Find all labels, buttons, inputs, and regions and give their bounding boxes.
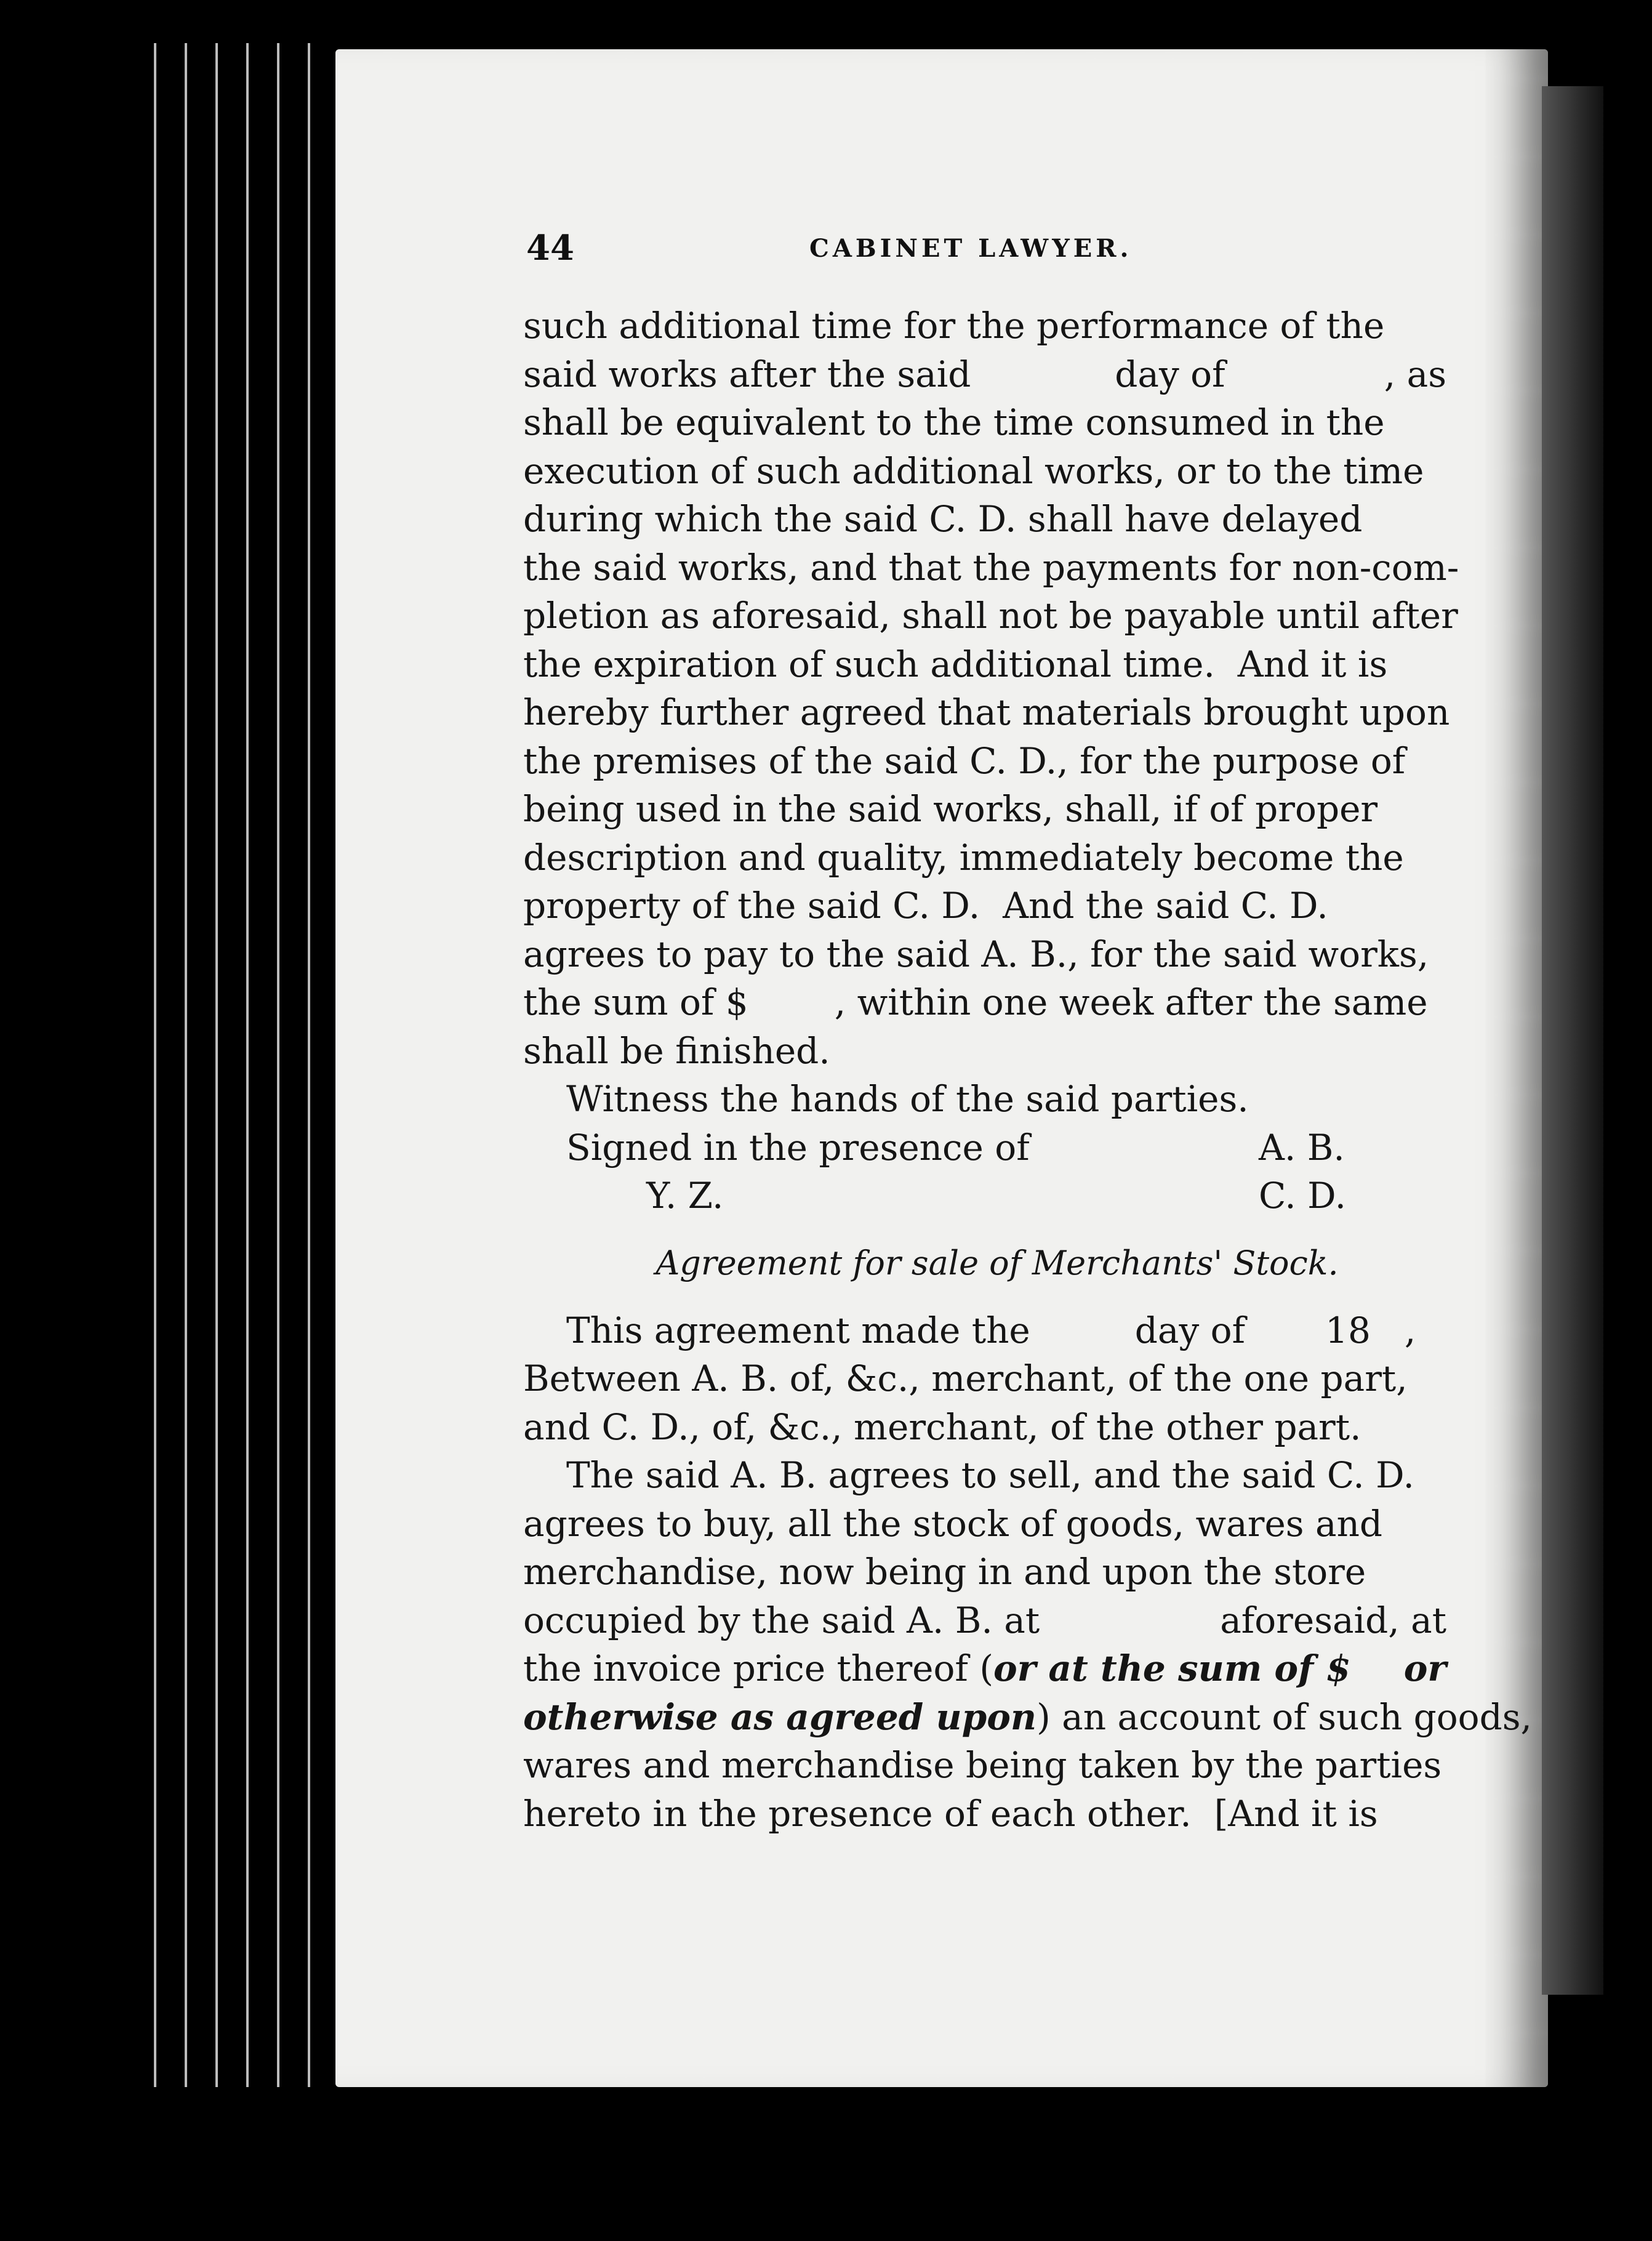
text-line (523, 398, 1446, 447)
text-line (523, 1644, 1446, 1693)
text-span: such additional time for the performance of the (523, 305, 1385, 347)
text-line (523, 447, 1446, 496)
signature-row (523, 1124, 1446, 1172)
text-span: agrees to pay to the said A. B., for the said works, (523, 933, 1429, 975)
text-line (523, 1403, 1446, 1452)
text-span: during which the said C. D. shall have delayed (523, 498, 1363, 540)
text-line (523, 882, 1446, 930)
text-line (523, 978, 1446, 1027)
text-line (523, 1741, 1446, 1790)
text-span: shall be finished. (523, 1029, 830, 1072)
text-line (523, 544, 1459, 592)
page-number: 44 (526, 228, 574, 268)
text-span: day of (1134, 1309, 1246, 1351)
text-span: , (1404, 1309, 1416, 1351)
text-span: occupied by the said A. B. at (523, 1599, 1040, 1641)
text-span: description and quality, immediately become the (523, 836, 1404, 879)
text-span: the sum of $ (523, 981, 748, 1023)
page-edge (185, 43, 187, 2087)
text-line (523, 1500, 1446, 1548)
text-span: shall be equivalent to the time consumed in the (523, 401, 1385, 443)
text-span: wares and merchandise being taken by the parties (523, 1744, 1442, 1786)
text-line (523, 1693, 1532, 1742)
binding-shadow (1542, 86, 1603, 1995)
text-line (523, 737, 1446, 786)
text-span: agrees to buy, all the stock of goods, wares and (523, 1502, 1383, 1545)
page-stack (142, 43, 326, 2087)
text-span: the invoice price thereof ( (523, 1648, 993, 1689)
italic-span: or (1403, 1648, 1446, 1689)
text-line (523, 350, 1446, 399)
party-cd: C. D. (1259, 1175, 1347, 1217)
witness-line (523, 1075, 1446, 1124)
text-line (523, 785, 1446, 834)
text-line (523, 302, 1446, 350)
page-text (523, 302, 1532, 1838)
running-head: CABINET LAWYER. (809, 234, 1133, 263)
page-edge (308, 43, 310, 2087)
page-edge (215, 43, 218, 2087)
text-span: property of the said C. D. And the said C. D. (523, 885, 1328, 927)
text-span: and C. D., of, &c., merchant, of the other part. (523, 1406, 1361, 1448)
text-span: hereto in the presence of each other. [And it is (523, 1792, 1378, 1835)
text-span: execution of such additional works, or to the time (523, 449, 1424, 492)
text-span: , as (1384, 353, 1446, 395)
text-span: ) an account of such goods, (1037, 1696, 1532, 1738)
italic-span: or at the sum of $ (993, 1648, 1351, 1689)
text-span: Witness the hands of the said parties. (566, 1078, 1249, 1120)
text-line (523, 1548, 1446, 1596)
text-line (523, 834, 1446, 882)
text-line (523, 1027, 1446, 1076)
text-span: , within one week after the same (834, 981, 1428, 1023)
text-line (523, 688, 1450, 737)
text-span: said works after the said (523, 353, 971, 395)
text-span: the expiration of such additional time. And it is (523, 643, 1388, 685)
text-span: day of (1115, 353, 1225, 395)
page-edge (246, 43, 249, 2087)
text-span: the said works, and that the payments for non-com- (523, 546, 1459, 589)
text-span: Between A. B. of, &c., merchant, of the one part, (523, 1358, 1408, 1399)
text-span: the premises of the said C. D., for the purpose of (523, 739, 1406, 782)
text-line (523, 1354, 1446, 1403)
text-line (523, 1306, 1446, 1355)
section-heading: Agreement for sale of Merchants' Stock. (656, 1243, 1339, 1282)
page-edge (277, 43, 279, 2087)
text-span: The said A. B. agrees to sell, and the said C. D. (566, 1454, 1414, 1496)
text-line (523, 495, 1446, 544)
text-span: being used in the said works, shall, if of proper (523, 788, 1378, 830)
party-ab: A. B. (1259, 1126, 1345, 1169)
text-line (523, 640, 1446, 689)
signature-row (523, 1172, 1446, 1220)
text-span: 18 (1325, 1309, 1371, 1351)
italic-span: otherwise as agreed upon (523, 1696, 1037, 1738)
text-line (523, 1790, 1446, 1838)
text-line (523, 1596, 1446, 1645)
page-edge (154, 43, 156, 2087)
page-header (526, 228, 1339, 277)
text-line (523, 930, 1446, 979)
witness-yz: Y. Z. (646, 1175, 724, 1217)
text-span: pletion as aforesaid, shall not be payable until after (523, 595, 1458, 637)
text-line (523, 592, 1458, 640)
text-span: aforesaid, at (1220, 1599, 1446, 1641)
text-span: hereby further agreed that materials brought upon (523, 691, 1450, 733)
signed-label: Signed in the presence of (566, 1126, 1030, 1169)
text-span: merchandise, now being in and upon the store (523, 1551, 1366, 1593)
text-span: This agreement made the (566, 1309, 1030, 1351)
text-line (523, 1451, 1446, 1500)
